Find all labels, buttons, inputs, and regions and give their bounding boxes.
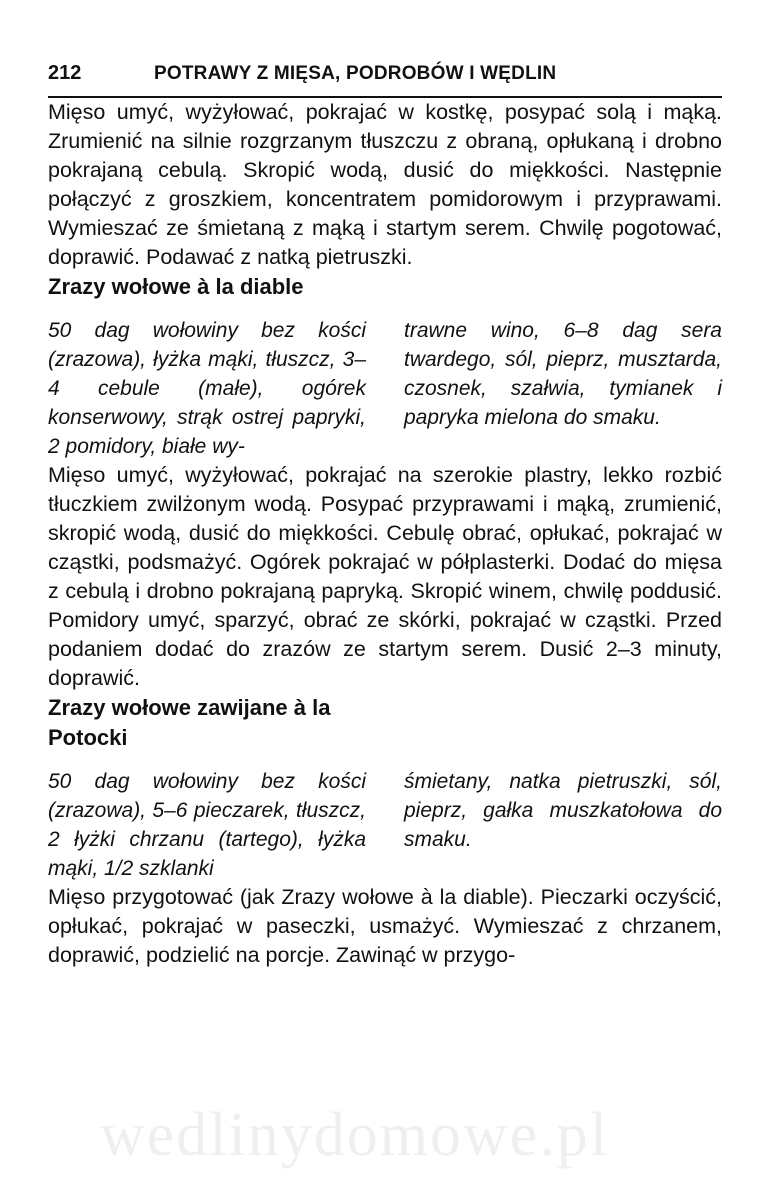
method-paragraph: Mięso przygotować (jak Zrazy wołowe à la diable). Pieczarki oczyścić, opłukać, pokrajać w paseczki, usmażyć. Wymieszać z chrzanem, doprawić, podzielić na porcje. Zawinąć w przygo- — [48, 885, 722, 967]
method-paragraph: Mięso umyć, wyżyłować, pokrajać na szerokie plastry, lekko rozbić tłuczkiem zwilżonym wodą. Posypać przyprawami i mąką, zrumienić, skropić wodą, dusić do miękkości. Cebulę obrać, opłukać, pokrajać w cząstki, podsmażyć. Ogórek pokrajać w półplasterki. Dodać do mięsa z cebulą i drobno pokrajaną papryką. Skropić winem, chwilę poddusić. Pomidory umyć, sparzyć, obrać ze skórki, pokrajać w cząstki. Przed podaniem dodać do zrazów ze startym serem. Dusić 2–3 minuty, doprawić. — [48, 463, 722, 690]
recipe-title: Zrazy wołowe à la diable — [48, 274, 304, 299]
running-head: POTRAWY Z MIĘSA, PODROBÓW I WĘDLIN — [154, 63, 557, 84]
page-number: 212 — [48, 62, 82, 84]
page-header — [48, 62, 722, 98]
book-page — [48, 62, 722, 970]
ingredients-right-column: trawne wino, 6–8 dag sera twardego, sól, pieprz, musztarda, czosnek, szałwia, tymianek i papryka mielona do smaku. — [404, 319, 722, 429]
ingredients-list — [48, 316, 722, 461]
ingredients-left-column: 50 dag wołowiny bez kości (zrazowa), 5–6 pieczarek, tłuszcz, 2 łyżki chrzanu (tartego), łyżka mąki, 1/2 szklanki — [48, 770, 366, 880]
ingredients-right-column: śmietany, natka pietruszki, sól, pieprz, gałka muszkatołowa do smaku. — [404, 770, 722, 851]
recipe-title: Zrazy wołowe zawijane à la Potocki — [48, 695, 331, 750]
ingredients-left-column: 50 dag wołowiny bez kości (zrazowa), łyżka mąki, tłuszcz, 3–4 cebule (małe), ogórek konserwowy, strąk ostrej papryki, 2 pomidory, białe wy- — [48, 319, 366, 458]
watermark: wedlinydomowe.pl — [100, 1101, 609, 1169]
ingredients-list — [48, 767, 722, 883]
intro-paragraph: Mięso umyć, wyżyłować, pokrajać w kostkę, posypać solą i mąką. Zrumienić na silnie rozgrzanym tłuszczu z obraną, opłukaną i drobno pokrajaną cebulą. Skropić wodą, dusić do miękkości. Następnie połączyć z groszkiem, koncentratem pomidorowym i przyprawami. Wymieszać ze śmietaną z mąką i startym serem. Chwilę pogotować, doprawić. Podawać z natką pietruszki. — [48, 100, 722, 269]
